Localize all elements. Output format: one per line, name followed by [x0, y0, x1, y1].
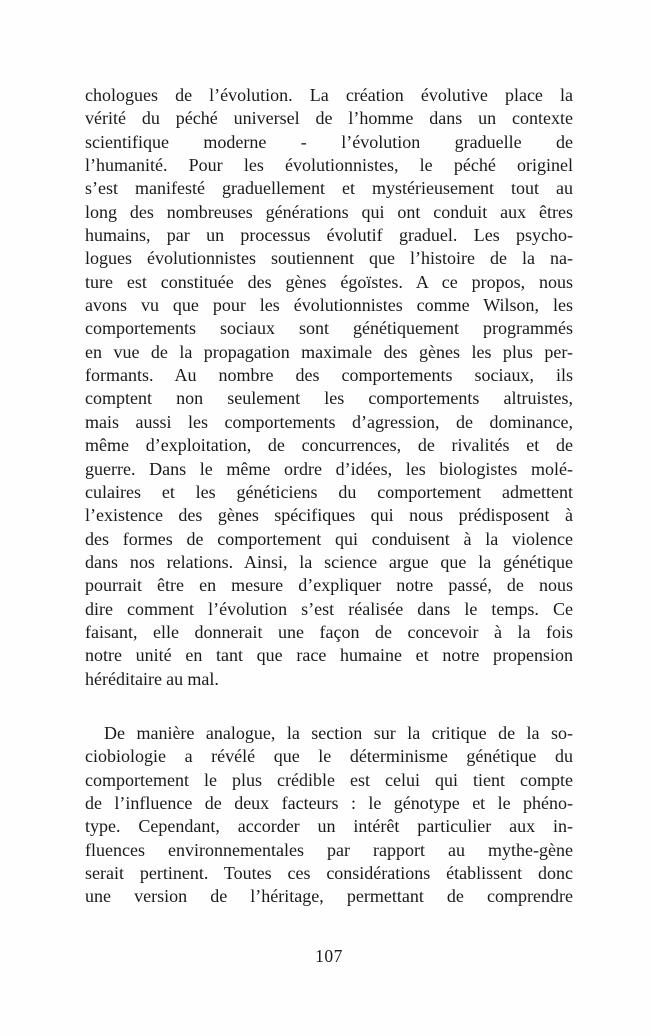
text-line: dire comment l’évolution s’est réalisée dans le temps. Ce	[85, 598, 573, 619]
text-line: l’humanité. Pour les évolutionnistes, le péché originel	[85, 155, 573, 176]
text-line: culaires et les généticiens du comportement admettent	[85, 481, 573, 502]
text-line: formants. Au nombre des comportements sociaux, ils	[85, 365, 573, 386]
text-line: même d’exploitation, de concurrences, de rivalités et de	[85, 435, 573, 456]
text-line: ciobiologie a révélé que le déterminisme génétique du	[85, 746, 573, 767]
text-line: fluences environnementales par rapport au mythe-gène	[85, 839, 573, 860]
text-line: s’est manifesté graduellement et mystérieusement tout au	[85, 178, 573, 199]
text-line: comportements sociaux sont génétiquement programmés	[85, 318, 573, 339]
text-line: scientifique moderne - l’évolution graduelle de	[85, 131, 573, 152]
text-line: type. Cependant, accorder un intérêt particulier aux in-	[85, 816, 573, 837]
text-line: avons vu que pour les évolutionnistes comme Wilson, les	[85, 295, 573, 316]
text-line: notre unité en tant que race humaine et notre propension	[85, 645, 573, 666]
text-line: l’existence des gènes spécifiques qui nous prédisposent à	[85, 505, 573, 526]
text-line: serait pertinent. Toutes ces considérations établissent donc	[85, 863, 573, 883]
page-number: 107	[315, 945, 343, 966]
text-block	[85, 84, 573, 967]
text-line: logues évolutionnistes soutiennent que l’histoire de la na-	[85, 248, 573, 269]
text-line: long des nombreuses générations qui ont conduit aux êtres	[85, 201, 573, 222]
text-line: guerre. Dans le même ordre d’idées, les biologistes molé-	[85, 458, 573, 479]
text-line: faisant, elle donnerait une façon de concevoir à la fois	[85, 621, 573, 642]
text-line: mais aussi les comportements d’agression, de dominance,	[85, 411, 573, 432]
text-line: De manière analogue, la section sur la critique de la so-	[104, 722, 573, 743]
text-line: des formes de comportement qui conduisent à la violence	[85, 528, 573, 549]
text-line: dans nos relations. Ainsi, la science argue que la génétique	[85, 551, 573, 572]
text-line: en vue de la propagation maximale des gènes les plus per-	[85, 341, 573, 362]
paragraph-continuation	[85, 84, 573, 691]
text-line: vérité du péché universel de l’homme dans un contexte	[85, 108, 573, 129]
text-line: pourrait être en mesure d’expliquer notre passé, de nous	[85, 575, 573, 596]
text-line: de l’influence de deux facteurs : le génotype et le phéno-	[85, 792, 573, 813]
text-line: héréditaire au mal.	[85, 668, 219, 689]
text-line: ture est constituée des gènes égoïstes. A ce propos, nous	[85, 271, 573, 292]
text-line: chologues de l’évolution. La création évolutive place la	[85, 85, 573, 105]
text-line: comptent non seulement les comportements altruistes,	[85, 388, 573, 409]
text-line: comportement le plus crédible est celui qui tient compte	[85, 769, 573, 790]
paragraph-2	[85, 722, 573, 909]
text-line: une version de l’héritage, permettant de comprendre	[85, 886, 573, 907]
text-line: humains, par un processus évolutif graduel. Les psycho-	[85, 225, 573, 246]
